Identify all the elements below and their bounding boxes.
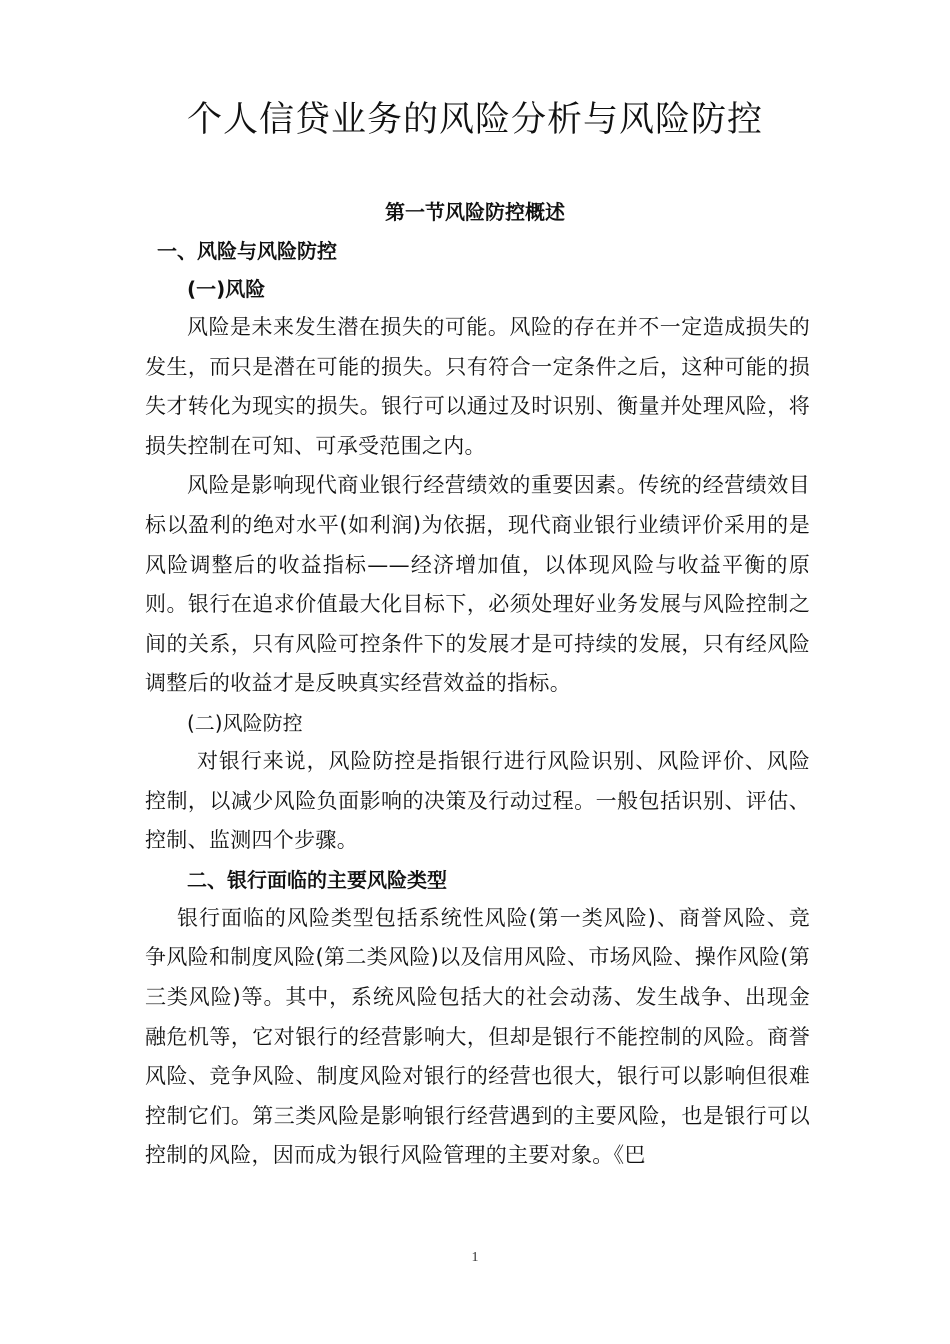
paragraph-risk-performance: 风险是影响现代商业银行经营绩效的重要因素。传统的经营绩效目标以盈利的绝对水平(如利润)为依据，现代商业银行业绩评价采用的是风险调整后的收益指标——经济增加值，以体现风险与收益平衡的原则。银行在追求价值最大化目标下，必须处理好业务发展与风险控制之间的关系，只有风险可控条件下的发展才是可持续的发展，只有经风险调整后的收益才是反映真实经营效益的指标。 [145, 473, 810, 696]
paragraph-risk-definition: 风险是未来发生潜在损失的可能。风险的存在并不一定造成损失的发生，而只是潜在可能的损失。只有符合一定条件之后，这种可能的损失才转化为现实的损失。银行可以通过及时识别、衡量并处理风险，将损失控制在可知、可承受范围之内。 [145, 315, 810, 458]
document-title: 个人信贷业务的风险分析与风险防控 [186, 100, 763, 140]
paragraph-risk-types: 银行面临的风险类型包括系统性风险(第一类风险)、商誉风险、竞争风险和制度风险(第二类风险)以及信用风险、市场风险、操作风险(第三类风险)等。其中，系统风险包括大的社会动荡、发生战争、出现金融危机等，它对银行的经营影响大，但却是银行不能控制的风险。商誉风险、竞争风险、制度风险对银行的经营也很大，银行可以影响但很难控制它们。第三类风险是影响银行经营遇到的主要风险，也是银行可以控制的风险，因而成为银行风险管理的主要对象。《巴 [145, 905, 810, 1168]
heading-risk-types: 二、银行面临的主要风险类型 [187, 867, 447, 892]
paragraph-risk-control: 对银行来说，风险防控是指银行进行风险识别、风险评价、风险控制，以减少风险负面影响的决策及行动过程。一般包括识别、评估、控制、监测四个步骤。 [145, 748, 810, 853]
subheading-risk-control: (二)风险防控 [187, 710, 303, 735]
page-number: 1 [471, 1250, 479, 1265]
subheading-risk: (一)风险 [187, 277, 266, 301]
document-body [145, 232, 810, 1176]
section-title: 第一节风险防控概述 [385, 200, 565, 224]
heading-risk-and-control: 一、风险与风险防控 [157, 239, 337, 263]
